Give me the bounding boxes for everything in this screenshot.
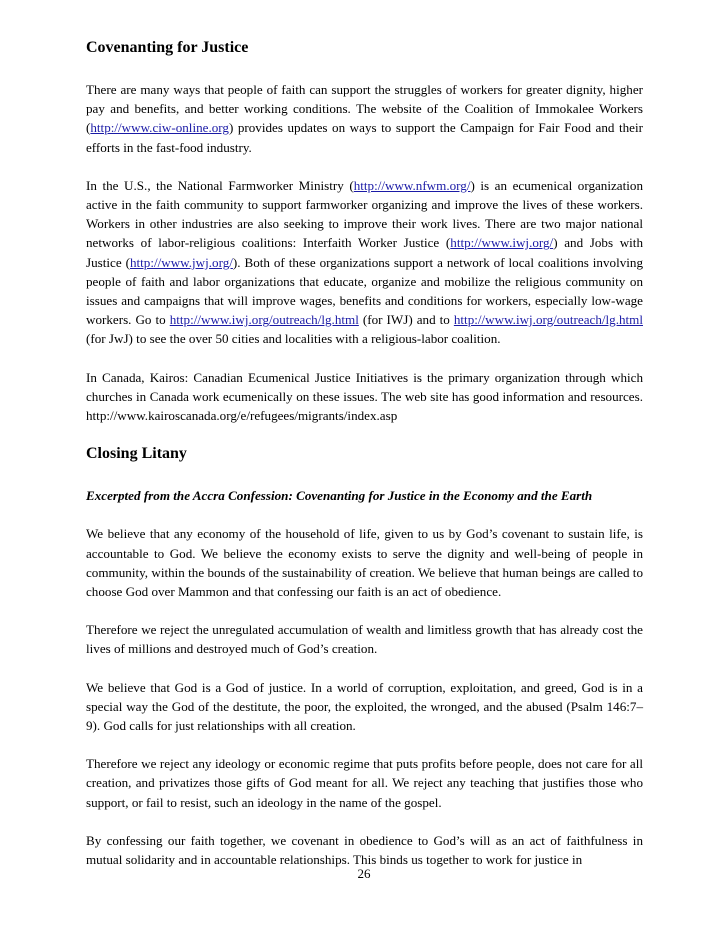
litany-paragraph: Therefore we reject any ideology or economic regime that puts profits before people, does not care for all creation, and privatizes those gifts of God meant for all. We reject any teaching that justifies those who support, or fail to resist, such an ideology in the name of the gospel.: [86, 756, 643, 810]
document-page: [86, 38, 643, 888]
text-span: There are many ways that people of faith can support the struggles of workers for greater dignity, higher pay and benefits, and better working conditions. The website of the Coalition of Immokalee Workers (: [86, 82, 643, 136]
paragraph-us-networks: [86, 176, 643, 349]
page-number: 26: [357, 866, 371, 881]
text-span: (for JwJ) to see the over 50 cities and localities with a religious-labor coalition.: [86, 331, 501, 347]
text-span: ) provides updates on ways to support the Campaign for Fair Food and their efforts in the fast-food industry.: [86, 120, 643, 155]
text-span: ) is an ecumenical organization active in the faith community to support farmworker organizing and improve the lives of these workers. Workers in other industries are also seeking to improve their work lives. There are two major national networks of labor-religious coalitions: Interfaith Worker Justice (: [86, 177, 643, 251]
litany-subtitle: Excerpted from the Accra Confession: Covenanting for Justice in the Economy and the Earth: [86, 488, 593, 504]
link-iwj-outreach[interactable]: http://www.iwj.org/outreach/lg.html: [169, 312, 359, 328]
link-jwj[interactable]: http://www.jwj.org/: [129, 254, 233, 270]
paragraph-canada: In Canada, Kairos: Canadian Ecumenical Justice Initiatives is the primary organization through which churches in Canada work ecumenically on these issues. The web site has good information and resources. http://www.kairoscanada.org/e/refugees/migrants/index.asp: [86, 369, 643, 424]
text-span: In the U.S., the National Farmworker Ministry (: [86, 177, 354, 193]
link-ciw[interactable]: http://www.ciw-online.org: [90, 120, 229, 136]
litany-paragraph: We believe that God is a God of justice. In a world of corruption, exploitation, and greed, God is in a special way the God of the destitute, the poor, the exploited, the wronged, and the abused (Psalm 146:7–9). God calls for just relationships with all creation.: [86, 679, 643, 734]
text-span: ). Both of these organizations support a network of local coalitions involving people of faith and labor organizations that educate, organize and mobilize the religious community on issues and campaigns that will improve wages, benefits and conditions for workers, especially low-wage workers. Go to: [86, 254, 643, 328]
litany-paragraph: By confessing our faith together, we covenant in obedience to God’s will as an act of faithfulness in mutual solidarity and in accountable relationships. This binds us together to work for justice in: [86, 832, 643, 868]
text-span: (for IWJ) and to: [358, 312, 454, 328]
litany-paragraph: Therefore we reject the unregulated accumulation of wealth and limitless growth that has already cost the lives of millions and destroyed much of God’s creation.: [86, 622, 643, 657]
link-iwj[interactable]: http://www.iwj.org/: [450, 235, 554, 251]
section-heading-covenanting: Covenanting for Justice: [86, 39, 249, 56]
paragraph-ciw: [86, 80, 643, 157]
link-jwj-outreach[interactable]: http://www.iwj.org/outreach/lg.html: [453, 312, 643, 328]
text-span: ) and Jobs with Justice (: [86, 235, 643, 270]
litany-paragraph: We believe that any economy of the household of life, given to us by God’s covenant to sustain life, is accountable to God. We believe the economy exists to serve the dignity and well-being of people in community, within the bounds of the sustainability of creation. We believe that human beings are called to choose God over Mammon and that confessing our faith is an act of obedience.: [86, 526, 643, 600]
link-nfwm[interactable]: http://www.nfwm.org/: [353, 177, 471, 193]
section-heading-closing-litany: Closing Litany: [86, 445, 187, 463]
